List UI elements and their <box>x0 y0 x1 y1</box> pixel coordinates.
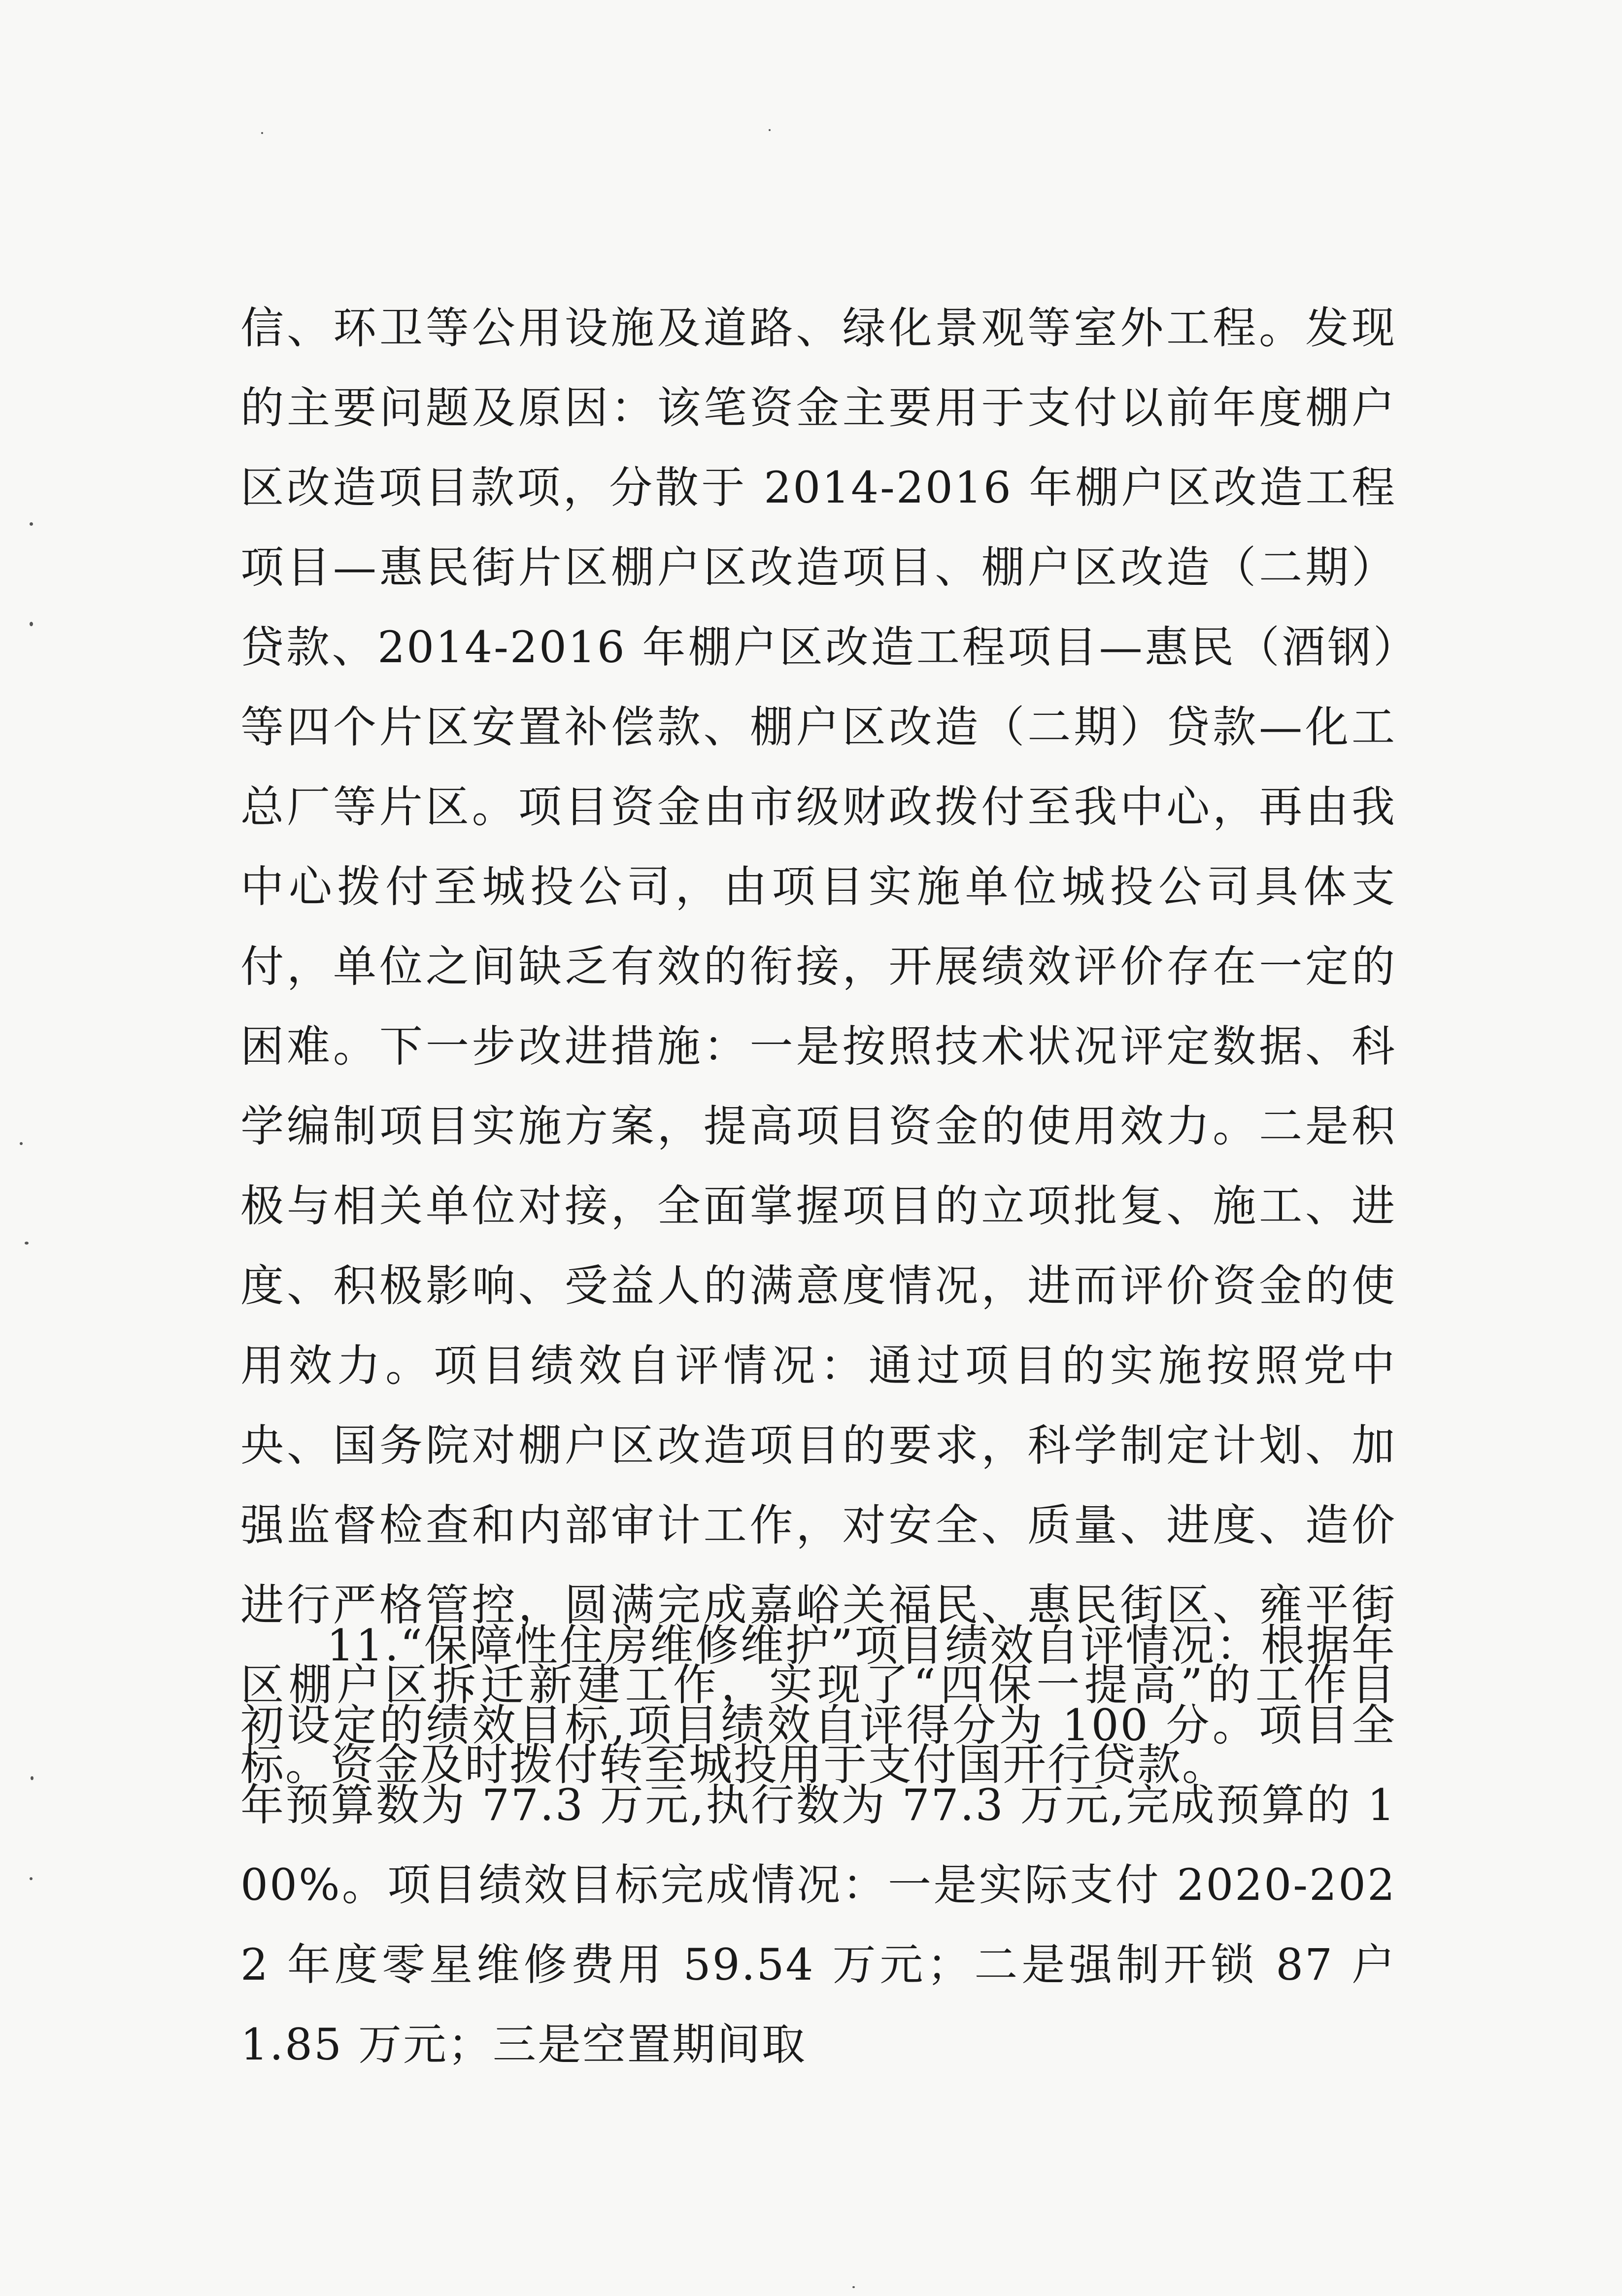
paragraph-block-1 <box>240 288 1396 1805</box>
scan-speck <box>261 132 263 134</box>
paragraph-block-2 <box>240 1606 1396 2085</box>
scan-speck <box>769 129 771 131</box>
body-paragraph-2: 11.“保障性住房维修维护”项目绩效自评情况：根据年初设定的绩效目标,项目绩效自评得分为 100 分。项目全年预算数为 77.3 万元,执行数为 77.3 万元,完成预算的 100%。项目绩效目标完成情况：一是实际支付 2020-2022 年度零星维修费用 59.54 万元；二是强制开锁 87 户 1.85 万元；三是空置期间取 <box>240 1620 1396 2070</box>
scan-speck <box>30 1877 33 1880</box>
scan-speck <box>31 1776 34 1780</box>
scan-speck <box>852 2286 855 2288</box>
body-paragraph-1: 信、环卫等公用设施及道路、绿化景观等室外工程。发现的主要问题及原因：该笔资金主要用于支付以前年度棚户区改造项目款项，分散于 2014-2016 年棚户区改造工程项目—惠民街片区棚户区改造项目、棚户区改造（二期）贷款、2014-2016 年棚户区改造工程项目—惠民（酒钢）等四个片区安置补偿款、棚户区改造（二期）贷款—化工总厂等片区。项目资金由市级财政拨付至我中心，再由我中心拨付至城投公司，由项目实施单位城投公司具体支付，单位之间缺乏有效的衔接，开展绩效评价存在一定的困难。下一步改进措施：一是按照技术状况评定数据、科学编制项目实施方案，提高项目资金的使用效力。二是积极与相关单位对接，全面掌握项目的立项批复、施工、进度、积极影响、受益人的满意度情况，进而评价资金的使用效力。项目绩效自评情况：通过项目的实施按照党中央、国务院对棚户区改造项目的要求，科学制定计划、加强监督检查和内部审计工作，对安全、质量、进度、造价进行严格管控，圆满完成嘉峪关福民、惠民街区、雍平街区棚户区拆迁新建工作，实现了“四保一提高”的工作目标。资金及时拨付转至城投用于支付国开行贷款。 <box>240 303 1396 1790</box>
scan-speck <box>30 622 33 626</box>
scan-speck <box>20 1142 23 1145</box>
scan-speck <box>25 1242 29 1245</box>
scan-speck <box>30 522 33 526</box>
